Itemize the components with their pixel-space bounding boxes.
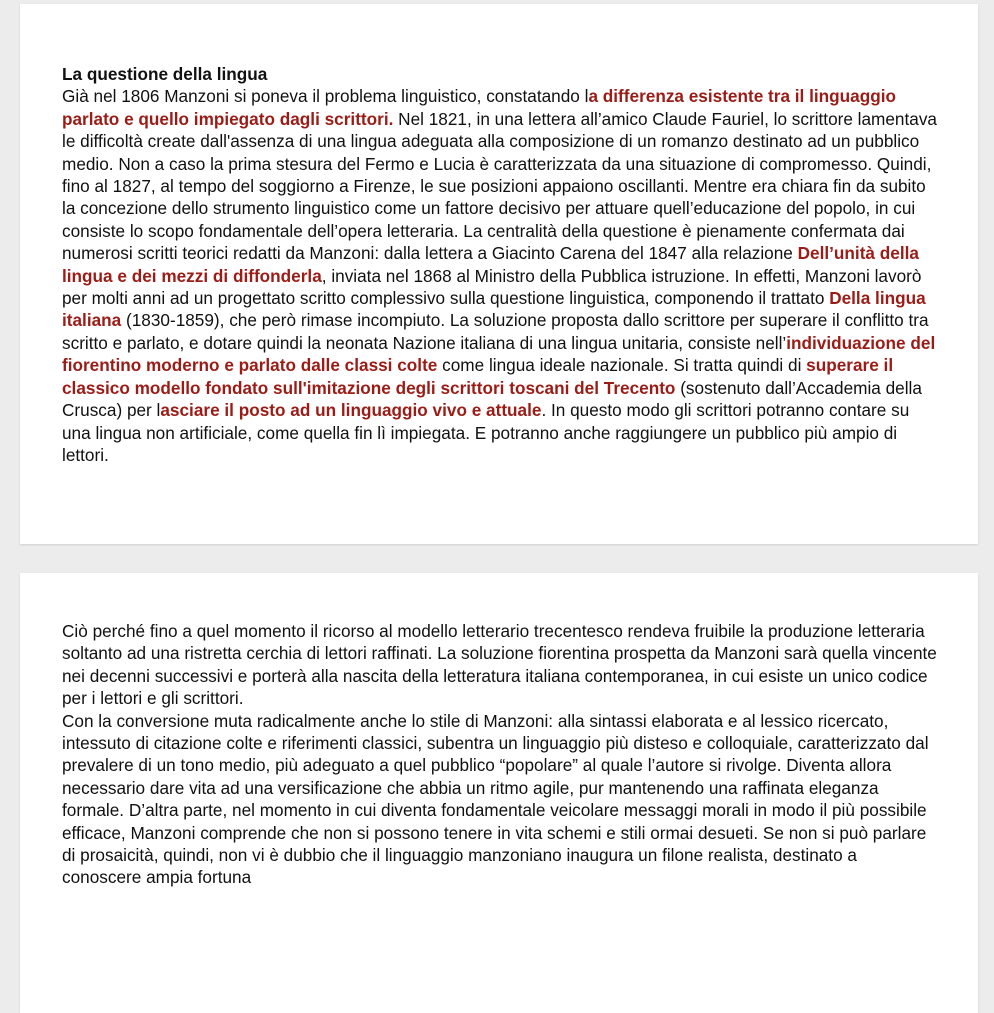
text-run: (1830-1859), che però rimase incompiuto. La soluzione proposta dallo scrittore per superare il conflitto tra scritto e parlato, e dotare quindi la neonata Nazione italiana di una lingua unitaria, consiste nell’ bbox=[62, 310, 929, 353]
text-run: Nel 1821, in una lettera all’amico Claude Fauriel, lo scrittore lamentava le difficoltà create dall'assenza di una lingua adeguata alla composizione di un romanzo destinato ad un pubblico medio. Non a caso la prima stesura del Fermo e Lucia è caratterizzata da una situazione di compromesso. Quindi, fino al 1827, al tempo del soggiorno a Firenze, le sue posizioni appaiono oscillanti. Mentre era chiara fin da subito la concezione dello strumento linguistico come un fattore decisivo per attuare quell’educazione del popolo, in cui consiste lo scopo fondamentale dell’opera letteraria. La centralità della questione è pienamente confermata dai numerosi scritti teorici redatti da Manzoni: dalla lettera a Giacinto Carena del 1847 alla relazione bbox=[62, 108, 937, 264]
highlighted-phrase: Della lingua italiana bbox=[62, 288, 926, 331]
document-page-2 bbox=[20, 573, 978, 1013]
highlighted-phrase: Dell’unità della lingua e dei mezzi di diffonderla bbox=[62, 243, 919, 286]
text-run: . In questo modo gli scrittori potranno contare su una lingua non artificiale, come quella fin lì impiegata. E potranno anche raggiungere un pubblico più ampio di lettori. bbox=[62, 400, 910, 465]
body-paragraph: Con la conversione muta radicalmente anche lo stile di Manzoni: alla sintassi elaborata e al lessico ricercato, intessuto di citazione colte e riferimenti classici, subentra un linguaggio più disteso e colloquiale, caratterizzato dal prevalere di un tono medio, più adeguato a quel pubblico “popolare” al quale l’autore si rivolge. Diventa allora necessario dare vita ad una versificazione che abbia un ritmo agile, pur mantenendo una raffinata eleganza formale. D’altra parte, nel momento in cui diventa fondamentale veicolare messaggi morali in modo il più possibile efficace, Manzoni comprende che non si possono tenere in vita schemi e stili ormai desueti. Se non si può parlare di prosaicità, quindi, non vi è dubbio che il linguaggio manzoniano inaugura un filone realista, destinato a conoscere ampia fortuna bbox=[62, 710, 929, 888]
highlighted-phrase: a differenza esistente tra il linguaggio parlato e quello impiegato dagli scrittori. bbox=[62, 86, 896, 129]
text-run: , inviata nel 1868 al Ministro della Pubblica istruzione. In effetti, Manzoni lavorò per molti anni ad un progettato scritto complessivo sulla questione linguistica, componendo il trattato bbox=[62, 265, 922, 309]
body-paragraph: Ciò perché fino a quel momento il ricorso al modello letterario trecentesco rendeva fruibile la produzione letteraria soltanto ad una ristretta cerchia di lettori raffinati. La soluzione fiorentina prospetta da Manzoni sarà quella vincente nei decenni successivi e porterà alla nascita della letteratura italiana contemporanea, in cui esiste un unico codice per i lettori e gli scrittori. bbox=[62, 621, 937, 709]
document-page-1 bbox=[20, 4, 978, 544]
highlighted-phrase: individuazione del fiorentino moderno e parlato dalle classi colte bbox=[62, 332, 936, 376]
body-paragraph bbox=[62, 85, 938, 466]
text-run: come lingua ideale nazionale. Si tratta quindi di bbox=[437, 355, 807, 376]
section-heading: La questione della lingua bbox=[62, 64, 268, 84]
highlighted-phrase: superare il classico modello fondato sull'imitazione degli scrittori toscani del Trecento bbox=[62, 355, 894, 398]
highlighted-phrase: asciare il posto ad un linguaggio vivo e attuale bbox=[160, 400, 542, 421]
text-run: Già nel 1806 Manzoni si poneva il problema linguistico, constatando l bbox=[62, 86, 589, 107]
text-run: (sostenuto dall’Accademia della Crusca) per l bbox=[62, 377, 922, 421]
